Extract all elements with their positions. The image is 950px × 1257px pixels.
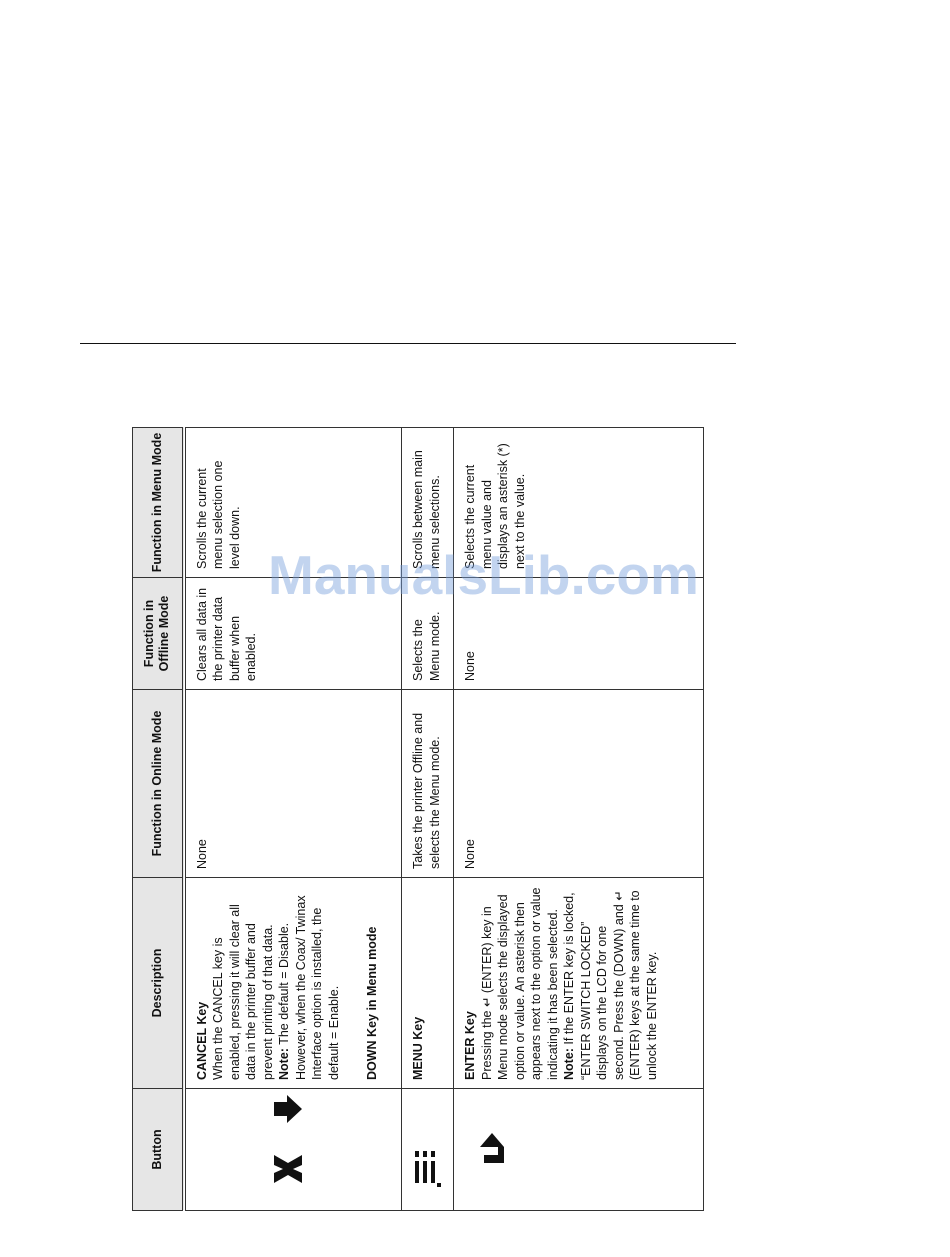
- header-description: Description: [133, 878, 184, 1089]
- enter-key-title: ENTER Key: [463, 1011, 477, 1080]
- table-header-row: [133, 428, 184, 1211]
- online-menu: Takes the printer Offline and selects the Menu mode.: [402, 690, 454, 878]
- note-label: Note:: [562, 1048, 576, 1080]
- header-online-mode: Function in Online Mode: [133, 690, 184, 878]
- enter-arrow-icon: [478, 1129, 510, 1165]
- down-arrow-icon: [274, 1094, 302, 1124]
- watermark: ManualsLib.com: [268, 544, 699, 606]
- note-label: Note:: [277, 1048, 291, 1080]
- menu-icon: [414, 1149, 442, 1189]
- button-cell-menu: [402, 1089, 454, 1211]
- online-cancel: None: [184, 690, 402, 878]
- menu-cancel: Scrolls the current menu selection one level down.: [184, 428, 402, 578]
- horizontal-rule: [80, 343, 736, 344]
- note-text: The default = Disable. However, when the Coax/ Twinax Interface option is installed, the default = Enable.: [277, 895, 341, 1080]
- menu-enter: Selects the current menu value and displays an asterisk (*) next to the value.: [454, 428, 704, 578]
- enter-key-note: [561, 886, 660, 1080]
- offline-cancel: Clears all data in the printer data buffer when enabled.: [184, 578, 402, 690]
- cancel-key-note: [276, 886, 342, 1080]
- description-enter: [454, 878, 704, 1089]
- description-cancel: [184, 878, 402, 1089]
- cancel-key-description: When the CANCEL key is enabled, pressing it will clear all data in the printer buffer and prevent printing of that data.: [211, 904, 275, 1080]
- button-cell-enter: [454, 1089, 704, 1211]
- down-key-title: DOWN Key in Menu mode: [365, 926, 379, 1080]
- header-offline-mode: Function in Offline Mode: [133, 578, 184, 690]
- online-enter: None: [454, 690, 704, 878]
- cancel-x-icon: [271, 1151, 305, 1187]
- menu-key-title: MENU Key: [411, 1016, 425, 1080]
- offline-enter: None: [454, 578, 704, 690]
- enter-key-description: Pressing the ↵ (ENTER) key in Menu mode selects the displayed option or value. An asterisk then appears next to the option or value indicating it has been selected.: [479, 887, 560, 1080]
- offline-menu: Selects the Menu mode.: [402, 578, 454, 690]
- cancel-key-title: CANCEL Key: [194, 1001, 209, 1080]
- note-text: If the ENTER key is locked, “ENTER SWITCH LOCKED” displays on the LCD for one second. Press the (DOWN) and ↵ (ENTER) keys at the same time to unlock the ENTER key.: [562, 890, 659, 1080]
- menu-menu: Scrolls between main menu selections.: [402, 428, 454, 578]
- header-menu-mode: Function in Menu Mode: [133, 428, 184, 578]
- description-menu: [402, 878, 454, 1089]
- header-button: Button: [133, 1089, 184, 1211]
- button-cell-cancel: [184, 1089, 402, 1211]
